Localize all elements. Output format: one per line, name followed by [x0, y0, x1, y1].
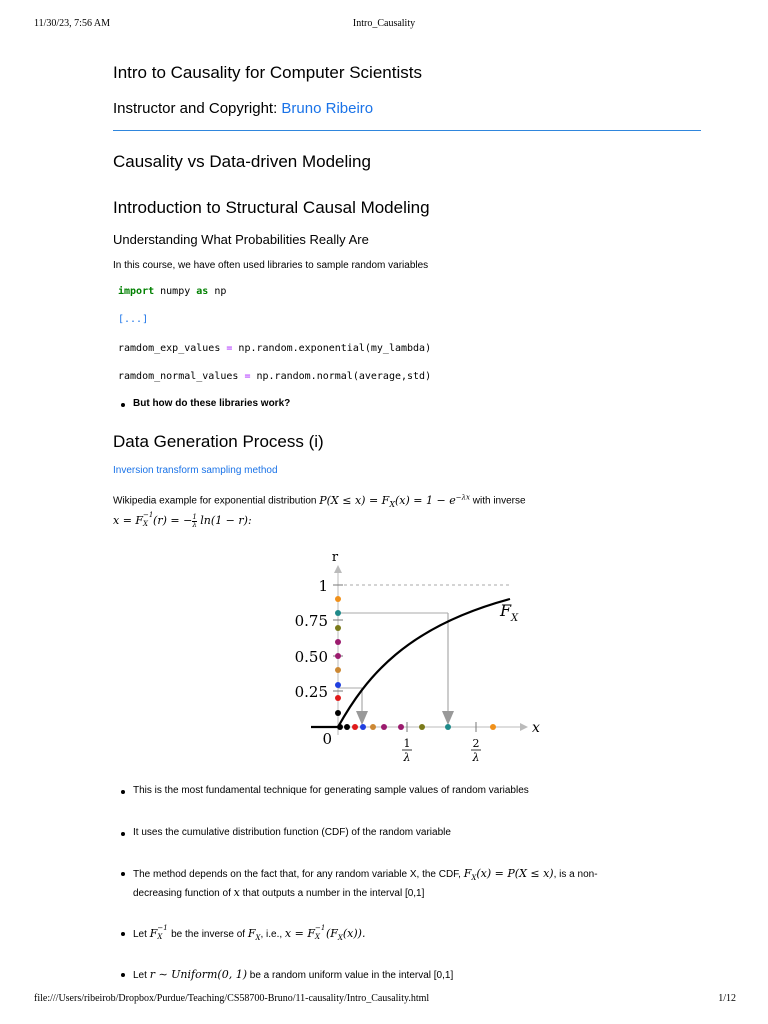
print-datetime: 11/30/23, 7:56 AM [34, 18, 111, 29]
sample-point-x [352, 724, 358, 730]
bullet-nondecreasing [133, 867, 598, 882]
sample-point-y [335, 695, 341, 701]
divider [113, 130, 701, 131]
wikipedia-paragraph [113, 493, 526, 509]
sample-point-y [335, 682, 341, 688]
bullet-uniform-text-b: be a random uniform value in the interval [0,1] [247, 970, 454, 981]
sample-point-x [419, 724, 425, 730]
print-title: Intro_Causality [352, 18, 416, 29]
sample-point-y [335, 710, 341, 716]
cdf-inline-rest: (x) = P(X ≤ x) [476, 867, 554, 880]
code-var-exp: ramdom_exp_values [118, 343, 227, 354]
section-structural-causal-modeling: Introduction to Structural Causal Modeling [113, 198, 430, 217]
uniform-formula: r ∼ Uniform(0, 1) [149, 968, 247, 981]
code-keyword-as: as [196, 286, 209, 297]
bullet-fundamental-technique: This is the most fundamental technique for generating sample values of random variables [133, 785, 529, 796]
inversion-sampling-link[interactable]: Inversion transform sampling method [113, 465, 278, 476]
bullet-nondecreasing-line2 [133, 886, 424, 899]
code-var-normal: ramdom_normal_values [118, 371, 245, 382]
inverse-sub: X [143, 520, 149, 528]
sample-point-x [398, 724, 404, 730]
inverse-inline-1 [149, 924, 169, 941]
cdf-formula-exp: −λx [455, 493, 470, 501]
bullet-uniform [133, 968, 453, 981]
code-line-normal [118, 371, 431, 382]
code-alias: np [208, 286, 227, 297]
cdf-formula-sub: X [389, 499, 396, 509]
section-causality-vs-data: Causality vs Data-driven Modeling [113, 152, 371, 171]
x-axis-label: x [532, 720, 540, 736]
curve-label-sub: X [511, 613, 519, 624]
bullet-inverse [133, 924, 366, 943]
y-axis-label: r [331, 550, 339, 565]
code-call-normal: np.random.normal(average,std) [250, 371, 432, 382]
inverse-inline-3-sup: −1 [314, 924, 326, 932]
instructor-line [113, 100, 373, 117]
sample-point-x [360, 724, 366, 730]
inverse-inline-3 [284, 924, 366, 943]
inverse-inline-3-sub: X [314, 933, 320, 941]
code-line-import [118, 286, 226, 297]
sample-point-y [335, 667, 341, 673]
bullet-cdf: It uses the cumulative distribution function (CDF) of the random variable [133, 827, 451, 838]
print-header [0, 18, 768, 32]
inverse-frac-num: 1 [192, 512, 197, 521]
y-tick-label-025: 0.25 [294, 683, 328, 701]
sample-point-y [335, 610, 341, 616]
sample-point-x [445, 724, 451, 730]
inverse-formula-b: (r) = − [153, 514, 193, 527]
code-assign-op: = [226, 343, 233, 354]
sample-point-x [337, 724, 343, 730]
print-file-path: file:///Users/ribeirob/Dropbox/Purdue/Teaching/CS58700-Bruno/11-causality/Intro_Causality.html [34, 993, 430, 1004]
cdf-formula [319, 494, 470, 507]
sample-point-x [370, 724, 376, 730]
print-footer [0, 993, 768, 1007]
inverse-inline-1-sup: −1 [157, 924, 168, 932]
x-tick-2-den: λ [472, 751, 480, 764]
inverse-inline-3-a: x = F [284, 927, 315, 940]
nondecreasing-line2-a: decreasing function of [133, 888, 234, 899]
inverse-inline-3-sub2: X [337, 934, 343, 943]
wiki-suffix: with inverse [469, 495, 526, 507]
sample-point-y [335, 639, 341, 645]
section-data-generation: Data Generation Process (i) [113, 432, 324, 451]
nondecreasing-line2-b: that outputs a number in the interval [0,1] [239, 888, 425, 899]
inverse-inline-1-sub: X [157, 933, 163, 941]
sample-point-x [344, 724, 350, 730]
bullet-uniform-text-a: Let [133, 970, 150, 981]
y-tick-label-050: 0.50 [294, 648, 328, 666]
curve-label: F [500, 601, 512, 620]
inverse-sup: −1 [143, 511, 154, 519]
sample-point-y [335, 653, 341, 659]
instructor-prefix: Instructor and Copyright: [113, 100, 282, 117]
subsection-probabilities: Understanding What Probabilities Really Are [113, 232, 369, 247]
nondecreasing-line2-x: x [233, 886, 240, 899]
bullet-inverse-text-a: Let [133, 929, 150, 940]
sample-point-y [335, 625, 341, 631]
inverse-frac-den: λ [192, 520, 197, 529]
inverse-formula-a: x = F [113, 514, 144, 527]
code-ellipsis[interactable]: [...] [118, 314, 149, 325]
inverse-formula-line [113, 513, 252, 529]
question-bullet: But how do these libraries work? [133, 398, 291, 409]
code-line-exponential [118, 343, 431, 354]
inverse-inline-1-f: F [149, 927, 158, 940]
x-tick-1-den: λ [403, 751, 411, 764]
sample-point-y [335, 596, 341, 602]
inverse-inline-3-tail: (x)). [342, 927, 366, 940]
bullet-nondecreasing-text-b: , is a non- [553, 869, 598, 880]
inverse-formula [113, 511, 252, 529]
x-tick-2-num: 2 [472, 737, 480, 750]
code-assign-op: = [244, 371, 251, 382]
inverse-inline-2-f: F [247, 927, 256, 940]
bullet-inverse-text-c: , i.e., [260, 929, 285, 940]
wiki-prefix: Wikipedia example for exponential distribution [113, 495, 320, 507]
cdf-formula-a: P(X ≤ x) = F [319, 493, 390, 507]
code-call-exp: np.random.exponential(my_lambda) [232, 343, 432, 354]
inverse-transform-figure [276, 547, 546, 767]
inverse-inline-3-b: (F [325, 927, 338, 940]
sample-point-x [490, 724, 496, 730]
cdf-inline-formula [463, 867, 554, 883]
cdf-inline-f: F [463, 867, 472, 880]
bullet-nondecreasing-text-a: The method depends on the fact that, for any random variable X, the CDF, [133, 869, 464, 880]
origin-label: 0 [322, 730, 332, 748]
inverse-inline-2 [247, 927, 261, 943]
sample-point-x [381, 724, 387, 730]
inverse-inline-2-sub: X [255, 934, 261, 943]
print-page-number: 1/12 [718, 993, 736, 1004]
instructor-link[interactable]: Bruno Ribeiro [281, 100, 374, 117]
bullet-inverse-text-b: be the inverse of [168, 929, 248, 940]
page-title: Intro to Causality for Computer Scientists [113, 63, 422, 82]
code-keyword-import: import [118, 286, 155, 297]
code-module: numpy [154, 286, 197, 297]
y-tick-label-075: 0.75 [294, 612, 328, 630]
intro-paragraph: In this course, we have often used libraries to sample random variables [113, 260, 429, 271]
cdf-inline-sub: X [471, 874, 477, 883]
cdf-formula-b: (x) = 1 − e [395, 493, 456, 507]
x-tick-1-num: 1 [403, 737, 411, 750]
y-tick-label-1: 1 [318, 577, 328, 595]
inverse-formula-tail: ln(1 − r): [196, 514, 252, 527]
